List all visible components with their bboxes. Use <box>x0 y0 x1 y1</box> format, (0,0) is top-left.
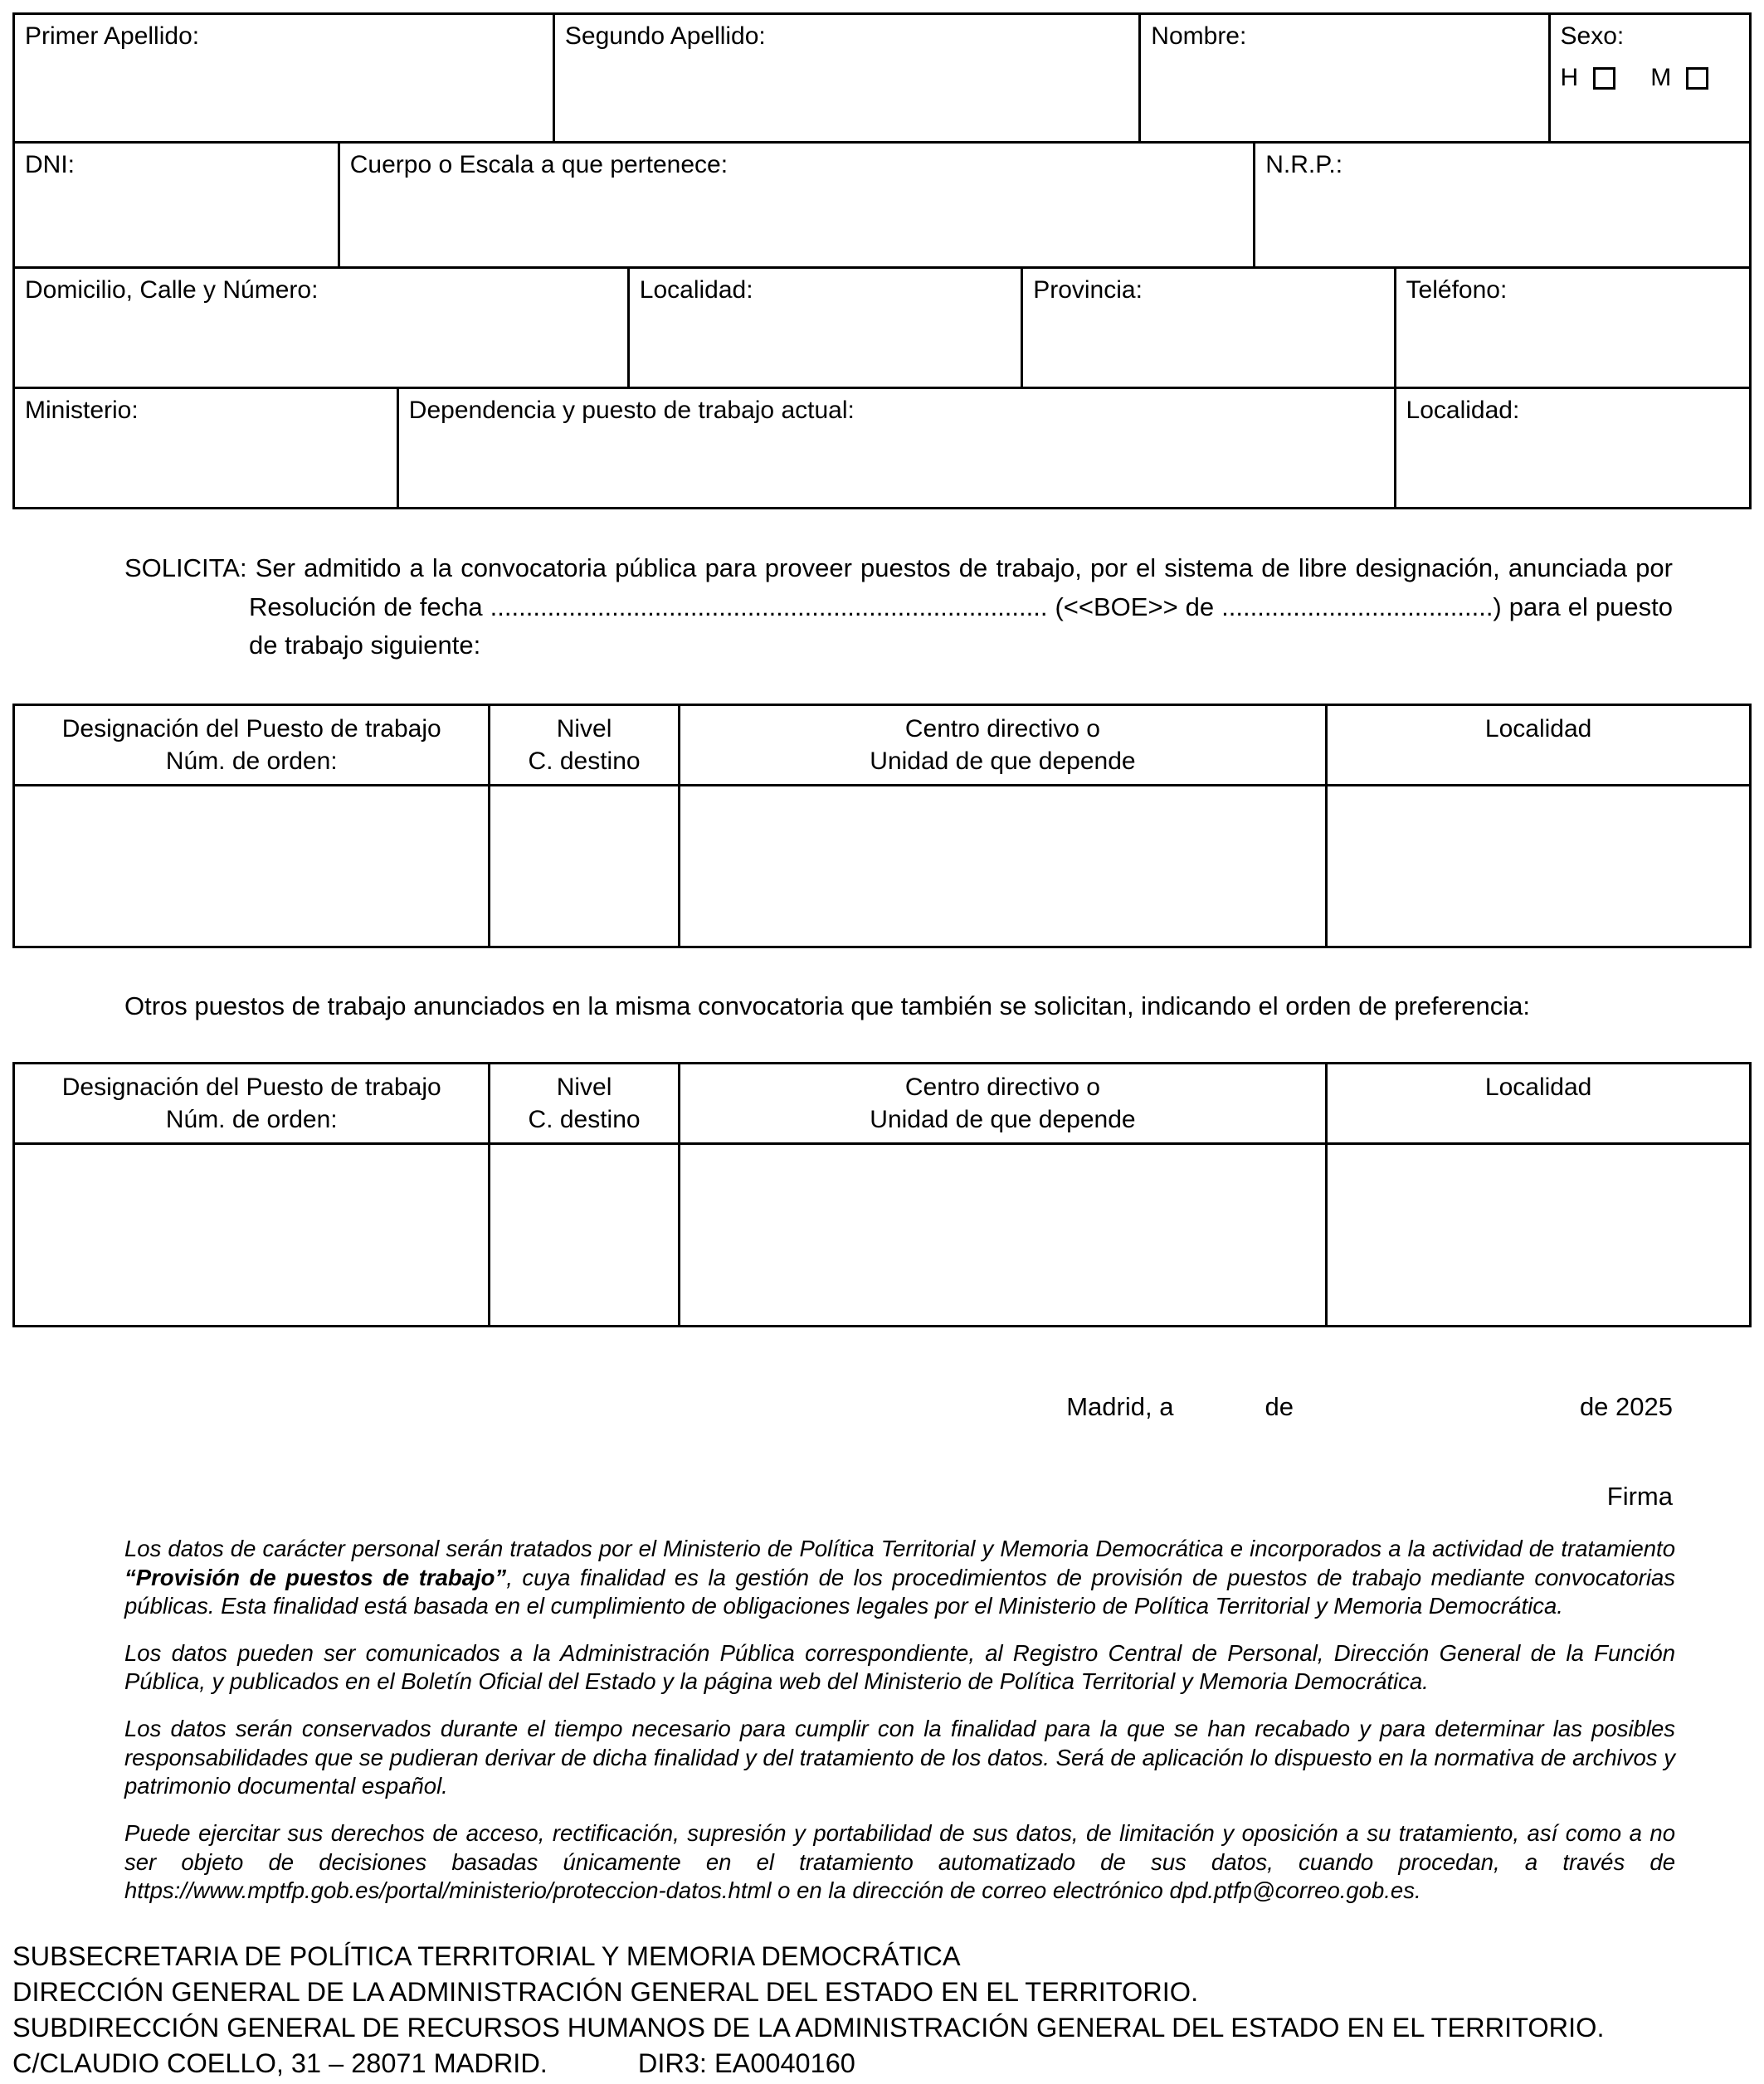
footer-address-block <box>12 1939 1618 2082</box>
date-city: Madrid, a <box>1066 1391 1174 1421</box>
footer-address-line <box>12 2046 1618 2082</box>
domicilio-field[interactable] <box>15 269 627 387</box>
otros-puestos-text: Otros puestos de trabajo anunciados en la misma convocatoria que también se solicitan, indicando el orden de preferencia: <box>124 991 1530 1020</box>
dependencia-field[interactable] <box>397 389 1394 507</box>
footer-dir3-code: DIR3: EA0040160 <box>637 2047 855 2078</box>
header-line: Localidad <box>1484 1073 1592 1101</box>
personal-info-table <box>12 12 1752 509</box>
ministerio-field[interactable] <box>15 389 397 507</box>
solicita-text: Ser admitido a la convocatoria pública para proveer puestos de trabajo, por el sistema de libre designación, anunciada por Resolución de fecha .............................................................................. (<<BOE>> de ......................................) para el puesto de trabajo siguiente: <box>249 553 1673 660</box>
centro-directivo-header <box>679 1063 1327 1143</box>
sexo-label: Sexo: <box>1560 22 1625 50</box>
nivel-input-cell[interactable] <box>490 1143 679 1326</box>
sexo-m-checkbox[interactable] <box>1686 67 1708 90</box>
footer-subdireccion-general: SUBDIRECCIÓN GENERAL DE RECURSOS HUMANOS DE LA ADMINISTRACIÓN GENERAL DEL ESTADO EN EL TERRITORIO. <box>12 2012 1605 2043</box>
telefono-label: Teléfono: <box>1406 276 1508 304</box>
footer-street-address: C/CLAUDIO COELLO, 31 – 28071 MADRID. <box>12 2047 548 2078</box>
privacy-paragraph-1 <box>124 1535 1675 1621</box>
dni-label: DNI: <box>25 151 75 178</box>
sexo-m-label: M <box>1650 64 1672 91</box>
centro-directivo-input-cell[interactable] <box>679 785 1327 947</box>
provincia-field[interactable] <box>1021 269 1393 387</box>
dependencia-label: Dependencia y puesto de trabajo actual: <box>408 397 855 424</box>
nivel-header <box>490 704 679 785</box>
designacion-input-cell[interactable] <box>14 785 490 947</box>
sexo-h-label: H <box>1560 64 1579 91</box>
header-line: C. destino <box>528 1105 641 1133</box>
cuerpo-escala-field[interactable] <box>338 144 1254 266</box>
nombre-field[interactable] <box>1138 15 1547 141</box>
telefono-field[interactable] <box>1394 269 1749 387</box>
personal-row-2 <box>15 141 1749 266</box>
otros-table-header-row <box>14 1063 1751 1143</box>
header-line: Núm. de orden: <box>165 1105 338 1133</box>
designacion-input-cell[interactable] <box>14 1143 490 1326</box>
privacy-p1-pre: Los datos de carácter personal serán tratados por el Ministerio de Política Territorial y Memoria Democrática e incorporados a la actividad de tratamiento <box>124 1535 1675 1561</box>
segundo-apellido-field[interactable] <box>553 15 1138 141</box>
header-line: Núm. de orden: <box>165 747 338 775</box>
header-line: Designación del Puesto de trabajo <box>61 1073 441 1101</box>
header-line: Unidad de que depende <box>870 1105 1136 1133</box>
personal-row-3 <box>15 266 1749 387</box>
puesto-solicitado-table <box>12 704 1752 948</box>
header-line: Nivel <box>556 714 612 743</box>
ministerio-label: Ministerio: <box>25 397 139 424</box>
localidad-input-cell[interactable] <box>1327 1143 1751 1326</box>
personal-row-4 <box>15 387 1749 507</box>
sexo-h-checkbox[interactable] <box>1593 67 1615 90</box>
cuerpo-escala-label: Cuerpo o Escala a que pertenece: <box>349 151 729 178</box>
privacy-notice <box>124 1535 1675 1906</box>
designacion-header <box>14 704 490 785</box>
localidad-label: Localidad: <box>639 276 753 304</box>
localidad-header <box>1327 1063 1751 1143</box>
nombre-label: Nombre: <box>1151 22 1247 50</box>
localidad-field[interactable] <box>627 269 1021 387</box>
privacy-p1-bold: “Provisión de puestos de trabajo” <box>124 1564 507 1590</box>
header-line: Designación del Puesto de trabajo <box>61 714 441 743</box>
nrp-field[interactable] <box>1253 144 1749 266</box>
header-line: Unidad de que depende <box>870 747 1136 775</box>
domicilio-label: Domicilio, Calle y Número: <box>25 276 319 304</box>
sexo-field <box>1548 15 1749 141</box>
header-line: Nivel <box>556 1073 612 1101</box>
header-line: C. destino <box>528 747 641 775</box>
localidad-trabajo-field[interactable] <box>1394 389 1749 507</box>
otros-table-input-row <box>14 1143 1751 1326</box>
date-de-year: de 2025 <box>1579 1391 1673 1421</box>
header-line: Localidad <box>1484 714 1592 743</box>
footer-direccion-general: DIRECCIÓN GENERAL DE LA ADMINISTRACIÓN GENERAL DEL ESTADO EN EL TERRITORIO. <box>12 1976 1199 2007</box>
date-de-day: de <box>1265 1391 1294 1421</box>
nivel-header <box>490 1063 679 1143</box>
puesto-table-header-row <box>14 704 1751 785</box>
provincia-label: Provincia: <box>1033 276 1143 304</box>
privacy-paragraph-4: Puede ejercitar sus derechos de acceso, rectificación, supresión y portabilidad de sus datos, de limitación y oposición a su tratamiento, así como a no ser objeto de decisiones basadas únicamente en el tratamiento automatizado de sus datos, cuando procedan, a través de https://www.mptfp.gob.es/portal/ministerio/proteccion-datos.html o en la dirección de correo electrónico dpd.ptfp@correo.gob.es. <box>124 1820 1675 1904</box>
primer-apellido-label: Primer Apellido: <box>25 22 200 50</box>
nivel-input-cell[interactable] <box>490 785 679 947</box>
centro-directivo-header <box>679 704 1327 785</box>
localidad-header <box>1327 704 1751 785</box>
solicita-label: SOLICITA: <box>124 553 247 582</box>
otros-puestos-table <box>12 1062 1752 1327</box>
solicita-paragraph <box>124 549 1673 665</box>
primer-apellido-field[interactable] <box>15 15 553 141</box>
dni-field[interactable] <box>15 144 338 266</box>
localidad-trabajo-label: Localidad: <box>1406 397 1520 424</box>
date-line <box>12 1392 1673 1422</box>
designacion-header <box>14 1063 490 1143</box>
segundo-apellido-label: Segundo Apellido: <box>564 22 766 50</box>
puesto-table-input-row <box>14 785 1751 947</box>
signature-label: Firma <box>1606 1481 1673 1511</box>
nrp-label: N.R.P.: <box>1265 151 1343 178</box>
localidad-input-cell[interactable] <box>1327 785 1751 947</box>
privacy-p1-post: , cuya finalidad es la gestión de los procedimientos de provisión de puestos de trabajo mediante convocatorias públicas. Esta finalidad está basada en el cumplimiento de obligaciones legales por el Ministerio de Política Territorial y Memoria Democrática. <box>124 1564 1675 1619</box>
personal-row-1 <box>15 15 1749 141</box>
privacy-paragraph-3: Los datos serán conservados durante el tiempo necesario para cumplir con la finalidad para la que se han recabado y para determinar las posibles responsabilidades que se pudieran derivar de dicha finalidad y del tratamiento de los datos. Será de aplicación lo dispuesto en la normativa de archivos y patrimonio documental español. <box>124 1716 1675 1799</box>
centro-directivo-input-cell[interactable] <box>679 1143 1327 1326</box>
sexo-options <box>1561 63 1739 93</box>
footer-subsecretaria: SUBSECRETARIA DE POLÍTICA TERRITORIAL Y MEMORIA DEMOCRÁTICA <box>12 1940 961 1971</box>
header-line: Centro directivo o <box>904 1073 1100 1101</box>
privacy-paragraph-2: Los datos pueden ser comunicados a la Administración Pública correspondiente, al Registro Central de Personal, Dirección General de la Función Pública, y publicados en el Boletín Oficial del Estado y la página web del Ministerio de Política Territorial y Memoria Democrática. <box>124 1639 1675 1695</box>
header-line: Centro directivo o <box>904 714 1100 743</box>
